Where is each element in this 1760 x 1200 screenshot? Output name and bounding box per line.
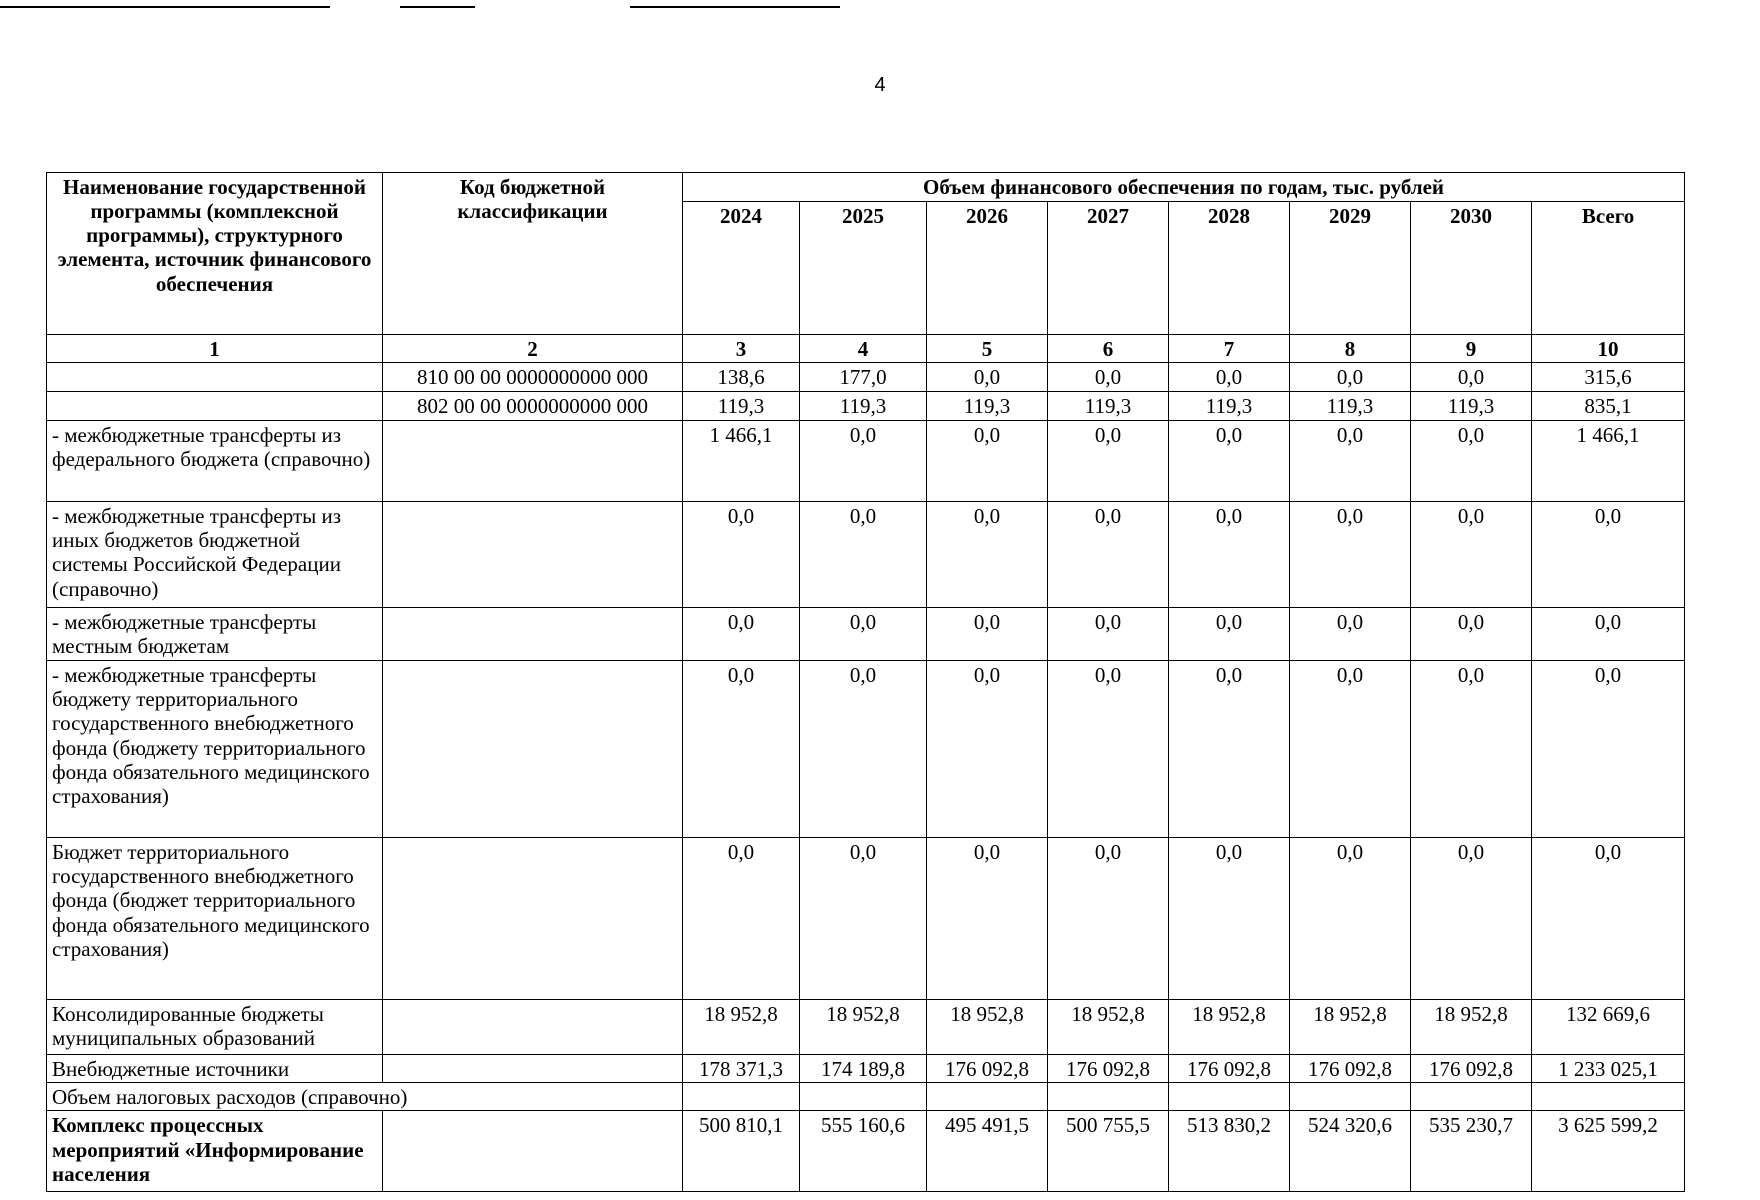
row-name: - межбюджетные трансферты из федерального бюджета (справочно) — [47, 421, 383, 502]
row-value: 500 810,1 — [683, 1111, 800, 1192]
column-number: 2 — [383, 335, 683, 363]
header-year: 2026 — [927, 201, 1048, 334]
row-value: 0,0 — [1169, 421, 1290, 502]
row-code — [383, 1055, 683, 1083]
table-row — [47, 502, 1685, 608]
row-code — [383, 608, 683, 661]
row-value: 0,0 — [1411, 363, 1532, 392]
row-total: 3 625 599,2 — [1532, 1111, 1685, 1192]
row-name: Объем налоговых расходов (справочно) — [47, 1083, 683, 1111]
row-code — [383, 838, 683, 1000]
row-total: 315,6 — [1532, 363, 1685, 392]
row-value: 0,0 — [1290, 421, 1411, 502]
table-row — [47, 608, 1685, 661]
row-value: 0,0 — [927, 421, 1048, 502]
table-row — [47, 392, 1685, 421]
row-value: 119,3 — [1048, 392, 1169, 421]
row-value: 0,0 — [1290, 608, 1411, 661]
column-number: 8 — [1290, 335, 1411, 363]
row-name: - межбюджетные трансферты местным бюджетам — [47, 608, 383, 661]
row-value: 176 092,8 — [1290, 1055, 1411, 1083]
row-total: 1 233 025,1 — [1532, 1055, 1685, 1083]
header-year: 2024 — [683, 201, 800, 334]
row-value: 535 230,7 — [1411, 1111, 1532, 1192]
row-value: 0,0 — [1169, 661, 1290, 838]
column-number: 10 — [1532, 335, 1685, 363]
row-value — [1169, 1083, 1290, 1111]
table-row — [47, 661, 1685, 838]
row-value: 18 952,8 — [927, 1000, 1048, 1055]
header-year: 2025 — [800, 201, 927, 334]
row-value: 18 952,8 — [1290, 1000, 1411, 1055]
row-value: 119,3 — [800, 392, 927, 421]
row-value: 0,0 — [1290, 502, 1411, 608]
row-code — [383, 661, 683, 838]
row-value: 0,0 — [927, 502, 1048, 608]
row-value: 0,0 — [1169, 502, 1290, 608]
row-total: 0,0 — [1532, 661, 1685, 838]
row-value: 0,0 — [1290, 661, 1411, 838]
row-name: - межбюджетные трансферты из иных бюджетов бюджетной системы Российской Федерации (справочно) — [47, 502, 383, 608]
table-row — [47, 1111, 1685, 1192]
row-value: 0,0 — [683, 608, 800, 661]
column-number: 3 — [683, 335, 800, 363]
row-value: 0,0 — [800, 502, 927, 608]
header-year: 2027 — [1048, 201, 1169, 334]
row-value: 176 092,8 — [1169, 1055, 1290, 1083]
row-value: 0,0 — [683, 838, 800, 1000]
row-value: 0,0 — [800, 661, 927, 838]
row-value: 0,0 — [683, 502, 800, 608]
row-value: 119,3 — [683, 392, 800, 421]
row-value: 0,0 — [1048, 661, 1169, 838]
row-value — [683, 1083, 800, 1111]
table-row — [47, 1055, 1685, 1083]
table-row — [47, 363, 1685, 392]
row-value: 119,3 — [1290, 392, 1411, 421]
column-number: 1 — [47, 335, 383, 363]
column-numbers-row — [47, 335, 1685, 363]
row-name: Консолидированные бюджеты муниципальных образований — [47, 1000, 383, 1055]
row-total: 0,0 — [1532, 502, 1685, 608]
row-value: 176 092,8 — [1048, 1055, 1169, 1083]
header-volume: Объем финансового обеспечения по годам, тыс. рублей — [683, 173, 1685, 202]
header-year: 2030 — [1411, 201, 1532, 334]
row-value: 0,0 — [1169, 363, 1290, 392]
row-value: 0,0 — [1411, 838, 1532, 1000]
row-value: 18 952,8 — [1169, 1000, 1290, 1055]
row-value: 0,0 — [1048, 838, 1169, 1000]
column-number: 5 — [927, 335, 1048, 363]
table-row — [47, 1000, 1685, 1055]
row-value: 0,0 — [800, 421, 927, 502]
row-value: 0,0 — [1411, 661, 1532, 838]
header-name: Наименование государственной программы (комплексной программы), структурного элемента, источник финансового обеспечения — [47, 173, 383, 335]
row-code: 802 00 00 0000000000 000 — [383, 392, 683, 421]
row-name: Комплекс процессных мероприятий «Информирование населения — [47, 1111, 383, 1192]
row-value: 0,0 — [1169, 608, 1290, 661]
row-value: 18 952,8 — [683, 1000, 800, 1055]
row-value: 0,0 — [1411, 502, 1532, 608]
row-value — [927, 1083, 1048, 1111]
scan-edge-line — [630, 6, 840, 8]
row-value: 0,0 — [927, 838, 1048, 1000]
column-number: 6 — [1048, 335, 1169, 363]
row-value: 555 160,6 — [800, 1111, 927, 1192]
row-total — [1532, 1083, 1685, 1111]
row-value: 1 466,1 — [683, 421, 800, 502]
column-number: 7 — [1169, 335, 1290, 363]
row-value: 0,0 — [927, 661, 1048, 838]
row-value: 18 952,8 — [1048, 1000, 1169, 1055]
row-value: 0,0 — [800, 838, 927, 1000]
row-total: 132 669,6 — [1532, 1000, 1685, 1055]
row-name — [47, 363, 383, 392]
row-value: 0,0 — [1169, 838, 1290, 1000]
row-value: 0,0 — [1048, 421, 1169, 502]
row-value — [1411, 1083, 1532, 1111]
page-number: 4 — [874, 74, 886, 96]
row-value: 0,0 — [1048, 363, 1169, 392]
column-number: 9 — [1411, 335, 1532, 363]
row-value: 0,0 — [1290, 363, 1411, 392]
table-row — [47, 1083, 1685, 1111]
row-total: 0,0 — [1532, 838, 1685, 1000]
row-value: 0,0 — [1290, 838, 1411, 1000]
row-value: 495 491,5 — [927, 1111, 1048, 1192]
row-value: 177,0 — [800, 363, 927, 392]
row-value: 0,0 — [683, 661, 800, 838]
row-name: Внебюджетные источники — [47, 1055, 383, 1083]
table-row — [47, 838, 1685, 1000]
row-value: 500 755,5 — [1048, 1111, 1169, 1192]
row-name: - межбюджетные трансферты бюджету территориального государственного внебюджетного фонда (бюджету территориального фонда обязательного медицинского страхования) — [47, 661, 383, 838]
row-value: 0,0 — [1048, 608, 1169, 661]
row-value: 0,0 — [1411, 421, 1532, 502]
row-code — [383, 1000, 683, 1055]
row-name: Бюджет территориального государственного внебюджетного фонда (бюджет территориального фонда обязательного медицинского страхования) — [47, 838, 383, 1000]
row-value: 138,6 — [683, 363, 800, 392]
budget-table — [46, 172, 1685, 1192]
row-total: 1 466,1 — [1532, 421, 1685, 502]
row-total: 0,0 — [1532, 608, 1685, 661]
row-value: 174 189,8 — [800, 1055, 927, 1083]
scan-edge-line — [400, 6, 475, 8]
row-value: 176 092,8 — [1411, 1055, 1532, 1083]
row-value: 178 371,3 — [683, 1055, 800, 1083]
header-year: 2029 — [1290, 201, 1411, 334]
row-value: 0,0 — [1411, 608, 1532, 661]
row-code: 810 00 00 0000000000 000 — [383, 363, 683, 392]
column-number: 4 — [800, 335, 927, 363]
row-name — [47, 392, 383, 421]
row-value: 18 952,8 — [800, 1000, 927, 1055]
row-value: 119,3 — [927, 392, 1048, 421]
scan-edge-line — [0, 6, 330, 8]
row-value: 119,3 — [1169, 392, 1290, 421]
row-value: 176 092,8 — [927, 1055, 1048, 1083]
row-value: 0,0 — [927, 608, 1048, 661]
row-code — [383, 421, 683, 502]
row-value: 0,0 — [927, 363, 1048, 392]
row-code — [383, 1111, 683, 1192]
header-code: Код бюджетной классификации — [383, 173, 683, 335]
row-value: 0,0 — [800, 608, 927, 661]
row-value: 0,0 — [1048, 502, 1169, 608]
row-value: 18 952,8 — [1411, 1000, 1532, 1055]
row-value: 524 320,6 — [1290, 1111, 1411, 1192]
row-value — [800, 1083, 927, 1111]
row-value — [1290, 1083, 1411, 1111]
row-value — [1048, 1083, 1169, 1111]
row-total: 835,1 — [1532, 392, 1685, 421]
header-total: Всего — [1532, 201, 1685, 334]
table-row — [47, 421, 1685, 502]
row-value: 119,3 — [1411, 392, 1532, 421]
header-year: 2028 — [1169, 201, 1290, 334]
row-code — [383, 502, 683, 608]
row-value: 513 830,2 — [1169, 1111, 1290, 1192]
